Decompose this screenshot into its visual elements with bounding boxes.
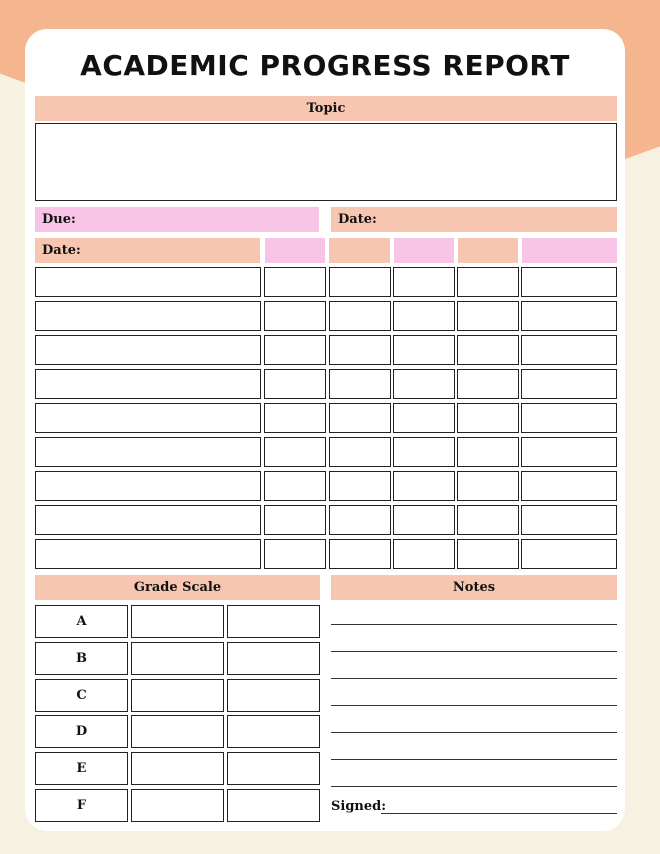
table-cell[interactable] <box>264 437 326 467</box>
table-row-label-cell[interactable] <box>35 267 261 297</box>
topic-header: Topic <box>35 96 617 121</box>
table-cell[interactable] <box>393 539 455 569</box>
table-cell[interactable] <box>457 369 519 399</box>
table-cell[interactable] <box>329 369 391 399</box>
table-cell[interactable] <box>457 403 519 433</box>
table-row-label-cell[interactable] <box>35 471 261 501</box>
table-cell[interactable] <box>393 471 455 501</box>
notes-line[interactable] <box>331 624 617 625</box>
grade-cell[interactable] <box>227 679 320 712</box>
table-cell[interactable] <box>457 267 519 297</box>
grade-cell[interactable] <box>227 752 320 785</box>
notes-line[interactable] <box>331 786 617 787</box>
table-cell[interactable] <box>264 335 326 365</box>
table-cell[interactable] <box>329 335 391 365</box>
table-cell[interactable] <box>329 505 391 535</box>
table-date-header[interactable]: Date: <box>35 238 260 263</box>
table-cell[interactable] <box>264 403 326 433</box>
signed-label: Signed: <box>331 799 387 814</box>
table-cell[interactable] <box>329 437 391 467</box>
grade-cell[interactable] <box>131 789 224 822</box>
date-field[interactable]: Date: <box>331 207 617 232</box>
grade-cell[interactable] <box>227 605 320 638</box>
table-cell[interactable] <box>521 505 617 535</box>
grade-label-d: D <box>35 715 128 748</box>
table-cell[interactable] <box>393 437 455 467</box>
grade-label-f: F <box>35 789 128 822</box>
table-cell[interactable] <box>264 301 326 331</box>
table-row-label-cell[interactable] <box>35 369 261 399</box>
notes-line[interactable] <box>331 678 617 679</box>
grade-cell[interactable] <box>131 642 224 675</box>
grade-label-c: C <box>35 679 128 712</box>
table-cell[interactable] <box>521 335 617 365</box>
table-cell[interactable] <box>329 539 391 569</box>
table-cell[interactable] <box>329 301 391 331</box>
grade-label-a: A <box>35 605 128 638</box>
table-cell[interactable] <box>393 267 455 297</box>
table-col-header-3[interactable] <box>394 238 454 263</box>
notes-line[interactable] <box>331 732 617 733</box>
table-row-label-cell[interactable] <box>35 403 261 433</box>
table-row-label-cell[interactable] <box>35 505 261 535</box>
table-row-label-cell[interactable] <box>35 437 261 467</box>
table-cell[interactable] <box>457 539 519 569</box>
table-cell[interactable] <box>457 505 519 535</box>
grade-cell[interactable] <box>131 679 224 712</box>
notes-header: Notes <box>331 575 617 600</box>
notes-line[interactable] <box>331 651 617 652</box>
table-cell[interactable] <box>264 471 326 501</box>
table-cell[interactable] <box>521 301 617 331</box>
table-cell[interactable] <box>457 471 519 501</box>
notes-line[interactable] <box>331 759 617 760</box>
table-cell[interactable] <box>393 403 455 433</box>
table-col-header-1[interactable] <box>265 238 325 263</box>
table-cell[interactable] <box>521 403 617 433</box>
grade-label-b: B <box>35 642 128 675</box>
topic-field[interactable] <box>35 123 617 201</box>
notes-line[interactable] <box>331 705 617 706</box>
table-cell[interactable] <box>329 471 391 501</box>
table-cell[interactable] <box>521 539 617 569</box>
table-cell[interactable] <box>521 267 617 297</box>
table-row-label-cell[interactable] <box>35 301 261 331</box>
table-cell[interactable] <box>393 369 455 399</box>
table-cell[interactable] <box>264 505 326 535</box>
table-cell[interactable] <box>457 301 519 331</box>
table-col-header-4[interactable] <box>458 238 518 263</box>
table-cell[interactable] <box>264 539 326 569</box>
table-cell[interactable] <box>393 335 455 365</box>
signature-line[interactable] <box>381 813 617 814</box>
grade-label-e: E <box>35 752 128 785</box>
table-cell[interactable] <box>393 301 455 331</box>
page-title: ACADEMIC PROGRESS REPORT <box>80 49 570 82</box>
grade-cell[interactable] <box>131 605 224 638</box>
grade-cell[interactable] <box>227 642 320 675</box>
grade-cell[interactable] <box>131 715 224 748</box>
grade-cell[interactable] <box>227 715 320 748</box>
table-cell[interactable] <box>457 335 519 365</box>
table-col-header-5[interactable] <box>522 238 617 263</box>
table-col-header-2[interactable] <box>329 238 390 263</box>
table-cell[interactable] <box>521 369 617 399</box>
table-cell[interactable] <box>521 471 617 501</box>
table-cell[interactable] <box>393 505 455 535</box>
table-cell[interactable] <box>264 267 326 297</box>
grade-cell[interactable] <box>131 752 224 785</box>
table-cell[interactable] <box>264 369 326 399</box>
report-sheet <box>25 29 625 831</box>
table-cell[interactable] <box>521 437 617 467</box>
due-field[interactable]: Due: <box>35 207 319 232</box>
table-row-label-cell[interactable] <box>35 539 261 569</box>
table-cell[interactable] <box>329 267 391 297</box>
table-cell[interactable] <box>329 403 391 433</box>
grade-scale-header: Grade Scale <box>35 575 320 600</box>
table-cell[interactable] <box>457 437 519 467</box>
table-row-label-cell[interactable] <box>35 335 261 365</box>
grade-cell[interactable] <box>227 789 320 822</box>
